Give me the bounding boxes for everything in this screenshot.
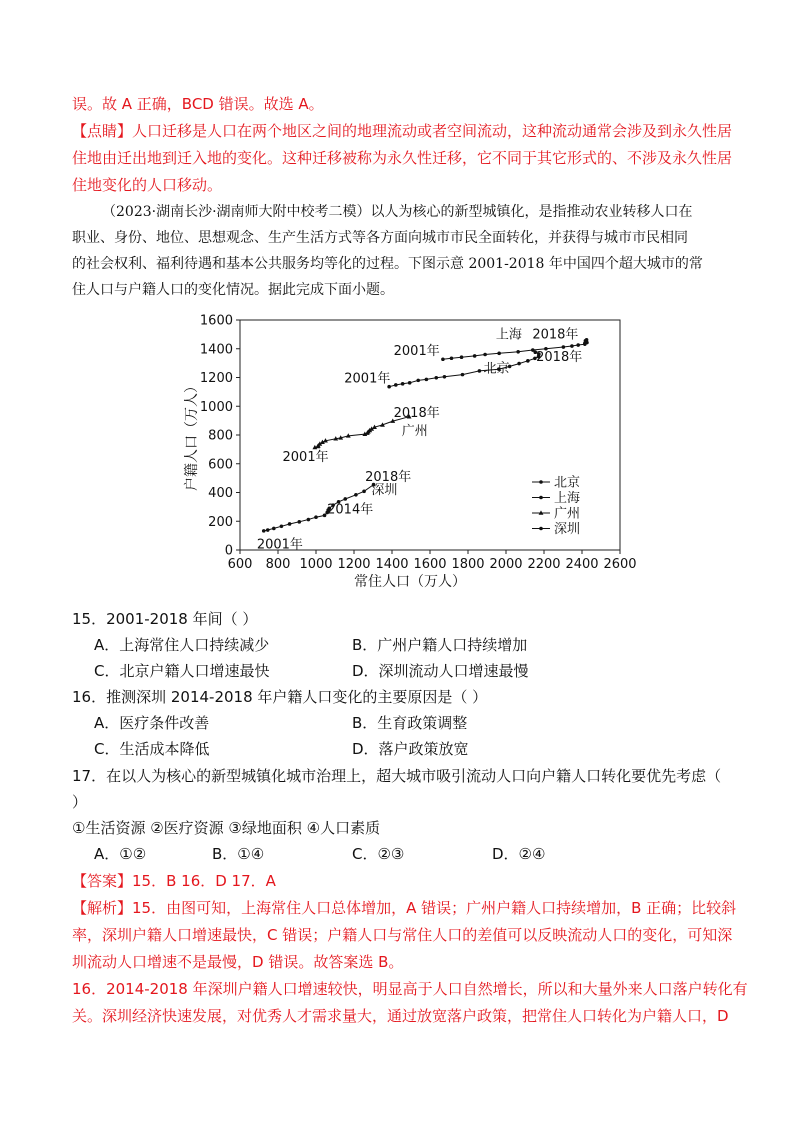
legend-label: 上海	[554, 491, 581, 506]
q17-option-a: A．①②	[94, 845, 147, 863]
data-point	[473, 354, 477, 358]
x-tick-label: 800	[265, 557, 291, 572]
chart-annotation: 2018年	[365, 470, 412, 485]
data-point	[362, 490, 366, 494]
q17-option-c: C．②③	[352, 845, 405, 863]
y-tick-label: 0	[224, 543, 233, 559]
analysis-line-3: 圳流动人口增速不是最慢，D 错误。故答案选 B。	[72, 953, 404, 971]
chart-annotation: 2018年	[536, 349, 583, 365]
data-point	[570, 344, 574, 348]
data-point	[408, 381, 412, 385]
q17-option-d: D．②④	[492, 845, 546, 863]
analysis-line-1: 【解析】15．由图可知，上海常住人口总体增加，A 错误；广州户籍人口持续增加，B 正确；比较斜	[72, 899, 737, 917]
data-point	[526, 359, 530, 363]
chart-annotation: 上海	[495, 327, 522, 343]
q17-option-b: B．①④	[212, 845, 265, 863]
data-point	[297, 520, 301, 524]
passage-line-3: 的社会权利、福利待遇和基本公共服务均等化的过程。下图示意 2001-2018 年中国四个超大城市的常	[72, 256, 703, 272]
legend-marker	[539, 527, 543, 531]
q16-option-d: D．落户政策放宽	[352, 740, 469, 758]
x-tick-label: 1000	[299, 557, 333, 572]
intro-line-1: 误。故 A 正确，BCD 错误。故选 A。	[72, 95, 324, 113]
legend-label: 深圳	[554, 522, 581, 537]
legend-marker	[539, 496, 543, 500]
legend-label: 广州	[554, 506, 581, 522]
passage-line-2: 职业、身份、地位、思想观念、生产生活方式等各方面向城市市民全面转化，并获得与城市市民相同	[72, 230, 688, 246]
intro-line-4: 住地变化的人口移动。	[72, 176, 223, 194]
q16-option-c: C．生活成本降低	[94, 740, 210, 758]
chart-annotation: 2014年	[327, 502, 374, 518]
question-17-items: ①生活资源 ②医疗资源 ③绿地面积 ④人口素质	[72, 819, 381, 837]
y-tick-label: 800	[208, 428, 233, 444]
x-tick-label: 2400	[565, 557, 599, 572]
x-tick-label: 600	[227, 557, 253, 572]
data-point	[394, 383, 398, 387]
q16-option-b: B．生育政策调整	[352, 714, 468, 732]
legend-marker	[539, 480, 543, 484]
data-point	[461, 373, 465, 377]
chart-annotation: 北京	[483, 361, 510, 377]
passage-line-4: 住人口与户籍人口的变化情况。据此完成下面小题。	[72, 282, 394, 298]
data-point	[416, 379, 420, 383]
chart-annotation: 2018年	[393, 406, 440, 422]
data-point	[576, 343, 580, 347]
q15-option-d: D．深圳流动人口增速最慢	[352, 662, 529, 680]
data-point	[314, 515, 318, 519]
y-axis-label: 户籍人口（万人）	[184, 379, 200, 491]
data-point	[450, 356, 454, 360]
x-tick-label: 1400	[375, 557, 409, 572]
data-point	[585, 338, 589, 342]
data-point	[517, 362, 521, 366]
analysis-line-5: 关。深圳经济快速发展，对优秀人才需求量大，通过放宽落户政策，把常住人口转化为户籍人口，D	[72, 1007, 729, 1025]
chart-annotation: 2018年	[532, 327, 579, 343]
intro-line-3: 住地由迁出地到迁入地的变化。这种迁移被称为永久性迁移，它不同于其它形式的、不涉及永久性居	[72, 149, 733, 167]
q15-option-a: A．上海常住人口持续减少	[94, 636, 270, 654]
y-tick-label: 400	[208, 486, 233, 501]
intro-line-2: 【点睛】人口迁移是人口在两个地区之间的地理流动或者空间流动，这种流动通常会涉及到永久性居	[72, 122, 733, 140]
y-tick-label: 1200	[199, 371, 233, 386]
chart-annotation: 2001年	[256, 537, 303, 553]
y-tick-label: 1000	[199, 399, 233, 415]
x-tick-label: 2000	[489, 557, 523, 572]
data-point	[434, 376, 438, 380]
data-point	[441, 357, 445, 361]
legend-label: 北京	[554, 475, 581, 491]
analysis-line-2: 率，深圳户籍人口增速最快，C 错误；户籍人口与常住人口的差值可以反映流动人口的变化，可知深	[72, 926, 733, 944]
y-tick-label: 200	[208, 514, 233, 530]
data-point	[266, 528, 270, 532]
x-tick-label: 1800	[451, 557, 485, 572]
chart-annotation: 2001年	[393, 344, 440, 360]
data-point	[531, 348, 535, 352]
chart-annotation: 广州	[401, 424, 428, 439]
analysis-line-4: 16．2014-2018 年深圳户籍人口增速较快，明显高于人口自然增长，所以和大量外来人口落户转化有	[72, 980, 748, 998]
y-tick-label: 600	[208, 457, 233, 473]
x-tick-label: 2600	[603, 557, 637, 572]
data-point	[497, 352, 501, 356]
population-chart	[180, 310, 637, 590]
data-point	[272, 527, 276, 531]
data-point	[307, 518, 311, 522]
x-tick-label: 1200	[337, 557, 371, 572]
series-line	[315, 417, 409, 448]
x-tick-label: 1600	[413, 557, 447, 572]
q15-option-c: C．北京户籍人口增速最快	[94, 662, 270, 680]
chart-annotation: 2001年	[282, 449, 329, 465]
chart-annotation: 深圳	[371, 482, 398, 498]
chart-annotations	[257, 327, 582, 553]
question-16-stem: 16．推测深圳 2014-2018 年户籍人口变化的主要原因是（ ）	[72, 688, 488, 706]
q15-option-b: B．广州户籍人口持续增加	[352, 636, 528, 654]
data-point	[483, 353, 487, 357]
data-point	[262, 529, 266, 533]
x-axis-label: 常住人口（万人）	[354, 574, 466, 590]
data-point	[443, 375, 447, 379]
question-15-stem: 15．2001-2018 年间（ ）	[72, 610, 258, 628]
data-point	[516, 350, 520, 354]
y-tick-label: 1400	[199, 342, 233, 358]
data-point	[323, 514, 327, 518]
answer-line: 【答案】15．B 16．D 17．A	[72, 872, 276, 890]
x-tick-label: 2200	[527, 557, 561, 572]
y-tick-label: 1600	[199, 313, 233, 329]
data-point	[354, 493, 358, 497]
data-point	[425, 378, 429, 382]
data-point	[401, 382, 405, 386]
data-point	[288, 522, 292, 526]
data-point	[280, 524, 284, 528]
data-point	[562, 345, 566, 349]
question-17-stem-end: ）	[72, 793, 88, 811]
passage-line-1: （2023·湖南长沙·湖南师大附中校考二模）以人为核心的新型城镇化，是指推动农业转移人口在	[102, 204, 693, 220]
chart-legend	[532, 475, 580, 538]
data-point	[343, 497, 347, 501]
question-17-stem: 17．在以人为核心的新型城镇化城市治理上，超大城市吸引流动人口向户籍人口转化要优先考虑（	[72, 767, 722, 785]
chart-annotation: 2001年	[344, 371, 391, 387]
data-point	[478, 369, 482, 373]
q16-option-a: A．医疗条件改善	[94, 714, 210, 732]
data-point	[460, 355, 464, 359]
